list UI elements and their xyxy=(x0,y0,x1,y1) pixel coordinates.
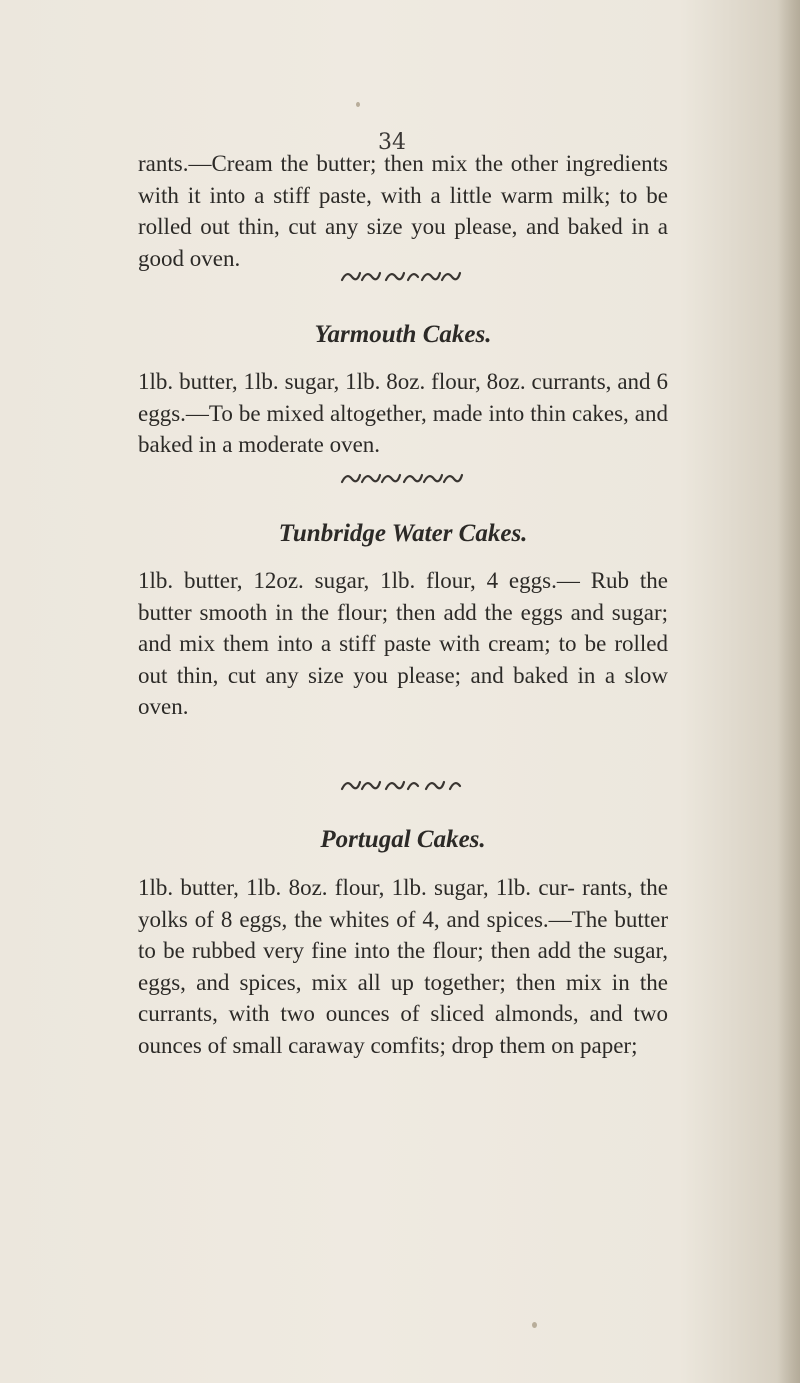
recipe-body-yarmouth: 1lb. butter, 1lb. sugar, 1lb. 8oz. flour, 8oz. currants, and 6 eggs.—To be mixed altogether, made into thin cakes, and baked in a moderate oven. xyxy=(138,369,668,457)
paper-speck xyxy=(532,1322,537,1328)
decorative-rule-icon xyxy=(338,470,468,486)
recipe-title-yarmouth: Yarmouth Cakes. xyxy=(314,321,492,348)
intro-paragraph-block xyxy=(138,148,668,274)
recipe-body-block-portugal xyxy=(138,872,668,1061)
recipe-body-tunbridge: 1lb. butter, 12oz. sugar, 1lb. flour, 4 eggs.— Rub the butter smooth in the flour; then add the eggs and sugar; and mix them into a stiff paste with cream; to be rolled out thin, cut any size you please; and baked in a slow oven. xyxy=(138,568,668,719)
intro-paragraph: rants.—Cream the butter; then mix the other ingredients with it into a stiff paste, with a little warm milk; to be rolled out thin, cut any size you please, and baked in a good oven. xyxy=(138,151,668,271)
recipe-body-block-yarmouth xyxy=(138,366,668,461)
decorative-rule-icon xyxy=(338,268,468,284)
recipe-body-block-tunbridge xyxy=(138,565,668,723)
recipe-body-portugal: 1lb. butter, 1lb. 8oz. flour, 1lb. sugar, 1lb. cur- rants, the yolks of 8 eggs, the whites of 4, and spices.—The butter to be rubbed very fine into the flour; then add the sugar, eggs, and spices, mix all up together; then mix in the currants, with two ounces of sliced almonds, and two ounces of small caraway comfits; drop them on paper; xyxy=(138,875,668,1058)
page-number: 34 xyxy=(378,130,406,155)
paper-speck xyxy=(356,102,360,107)
recipe-title-portugal: Portugal Cakes. xyxy=(320,826,486,853)
page-edge-shadow xyxy=(778,0,800,1383)
decorative-rule-icon xyxy=(338,777,468,793)
recipe-title-tunbridge: Tunbridge Water Cakes. xyxy=(278,520,528,547)
